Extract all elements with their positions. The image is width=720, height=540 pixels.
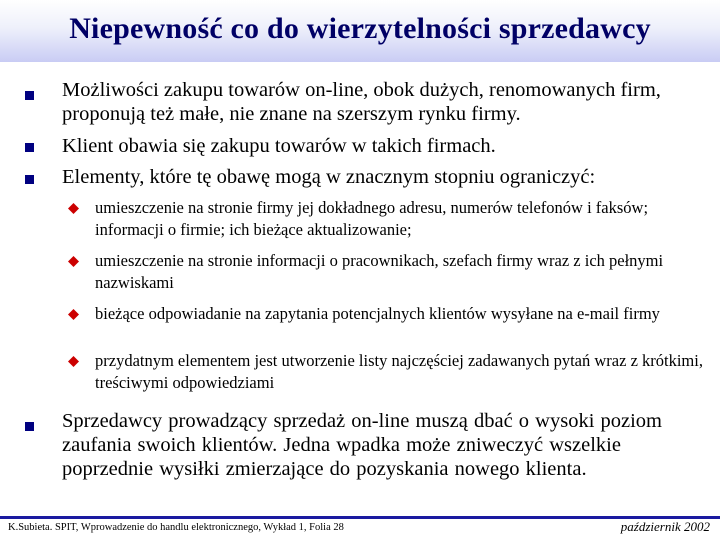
sub-bullet-text: bieżące odpowiadanie na zapytania potencjalnych klientów wysyłane na e-mail firmy	[95, 304, 660, 323]
bullet-text: Sprzedawcy prowadzący sprzedaż on-line muszą dbać o wysoki poziom zaufania swoich klientów. Jedna wpadka może zniweczyć wszelkie poprzednie wysiłki zmierzające do pozyskania nowego klienta.	[62, 410, 663, 480]
diamond-bullet-icon	[68, 256, 79, 267]
bullet-text: Możliwości zakupu towarów on-line, obok dużych, renomowanych firm, proponują też małe, nie znane na szerszym rynku firmy.	[62, 79, 661, 125]
sub-bullet-text: umieszczenie na stronie informacji o pracownikach, szefach firmy wraz z ich pełnymi nazwiskami	[95, 251, 664, 292]
bullet-square-icon	[25, 175, 34, 184]
sub-bullet-text: przydatnym elementem jest utworzenie listy najczęściej zadawanych pytań wraz z krótkimi, treściwymi odpowiedziami	[95, 351, 703, 392]
bullet-text: Elementy, które tę obawę mogą w znacznym stopniu ograniczyć:	[62, 166, 596, 188]
bullet-square-icon	[25, 422, 34, 431]
slide-title: Niepewność co do wierzytelności sprzedawcy	[69, 12, 651, 45]
diamond-bullet-icon	[68, 203, 79, 214]
footer-date: październik 2002	[620, 519, 710, 534]
footer-citation: K.Subieta. SPIT, Wprowadzenie do handlu elektronicznego, Wykład 1, Folia 28	[8, 522, 344, 533]
diamond-bullet-icon	[68, 356, 79, 367]
bullet-square-icon	[25, 91, 34, 100]
bullet-text: Klient obawia się zakupu towarów w takich firmach.	[62, 135, 496, 157]
diamond-bullet-icon	[68, 309, 79, 320]
bullet-square-icon	[25, 143, 34, 152]
footer-divider	[0, 516, 720, 519]
sub-bullet-text: umieszczenie na stronie firmy jej dokładnego adresu, numerów telefonów i faksów; informacji o firmie; ich bieżące aktualizowanie;	[95, 198, 649, 239]
